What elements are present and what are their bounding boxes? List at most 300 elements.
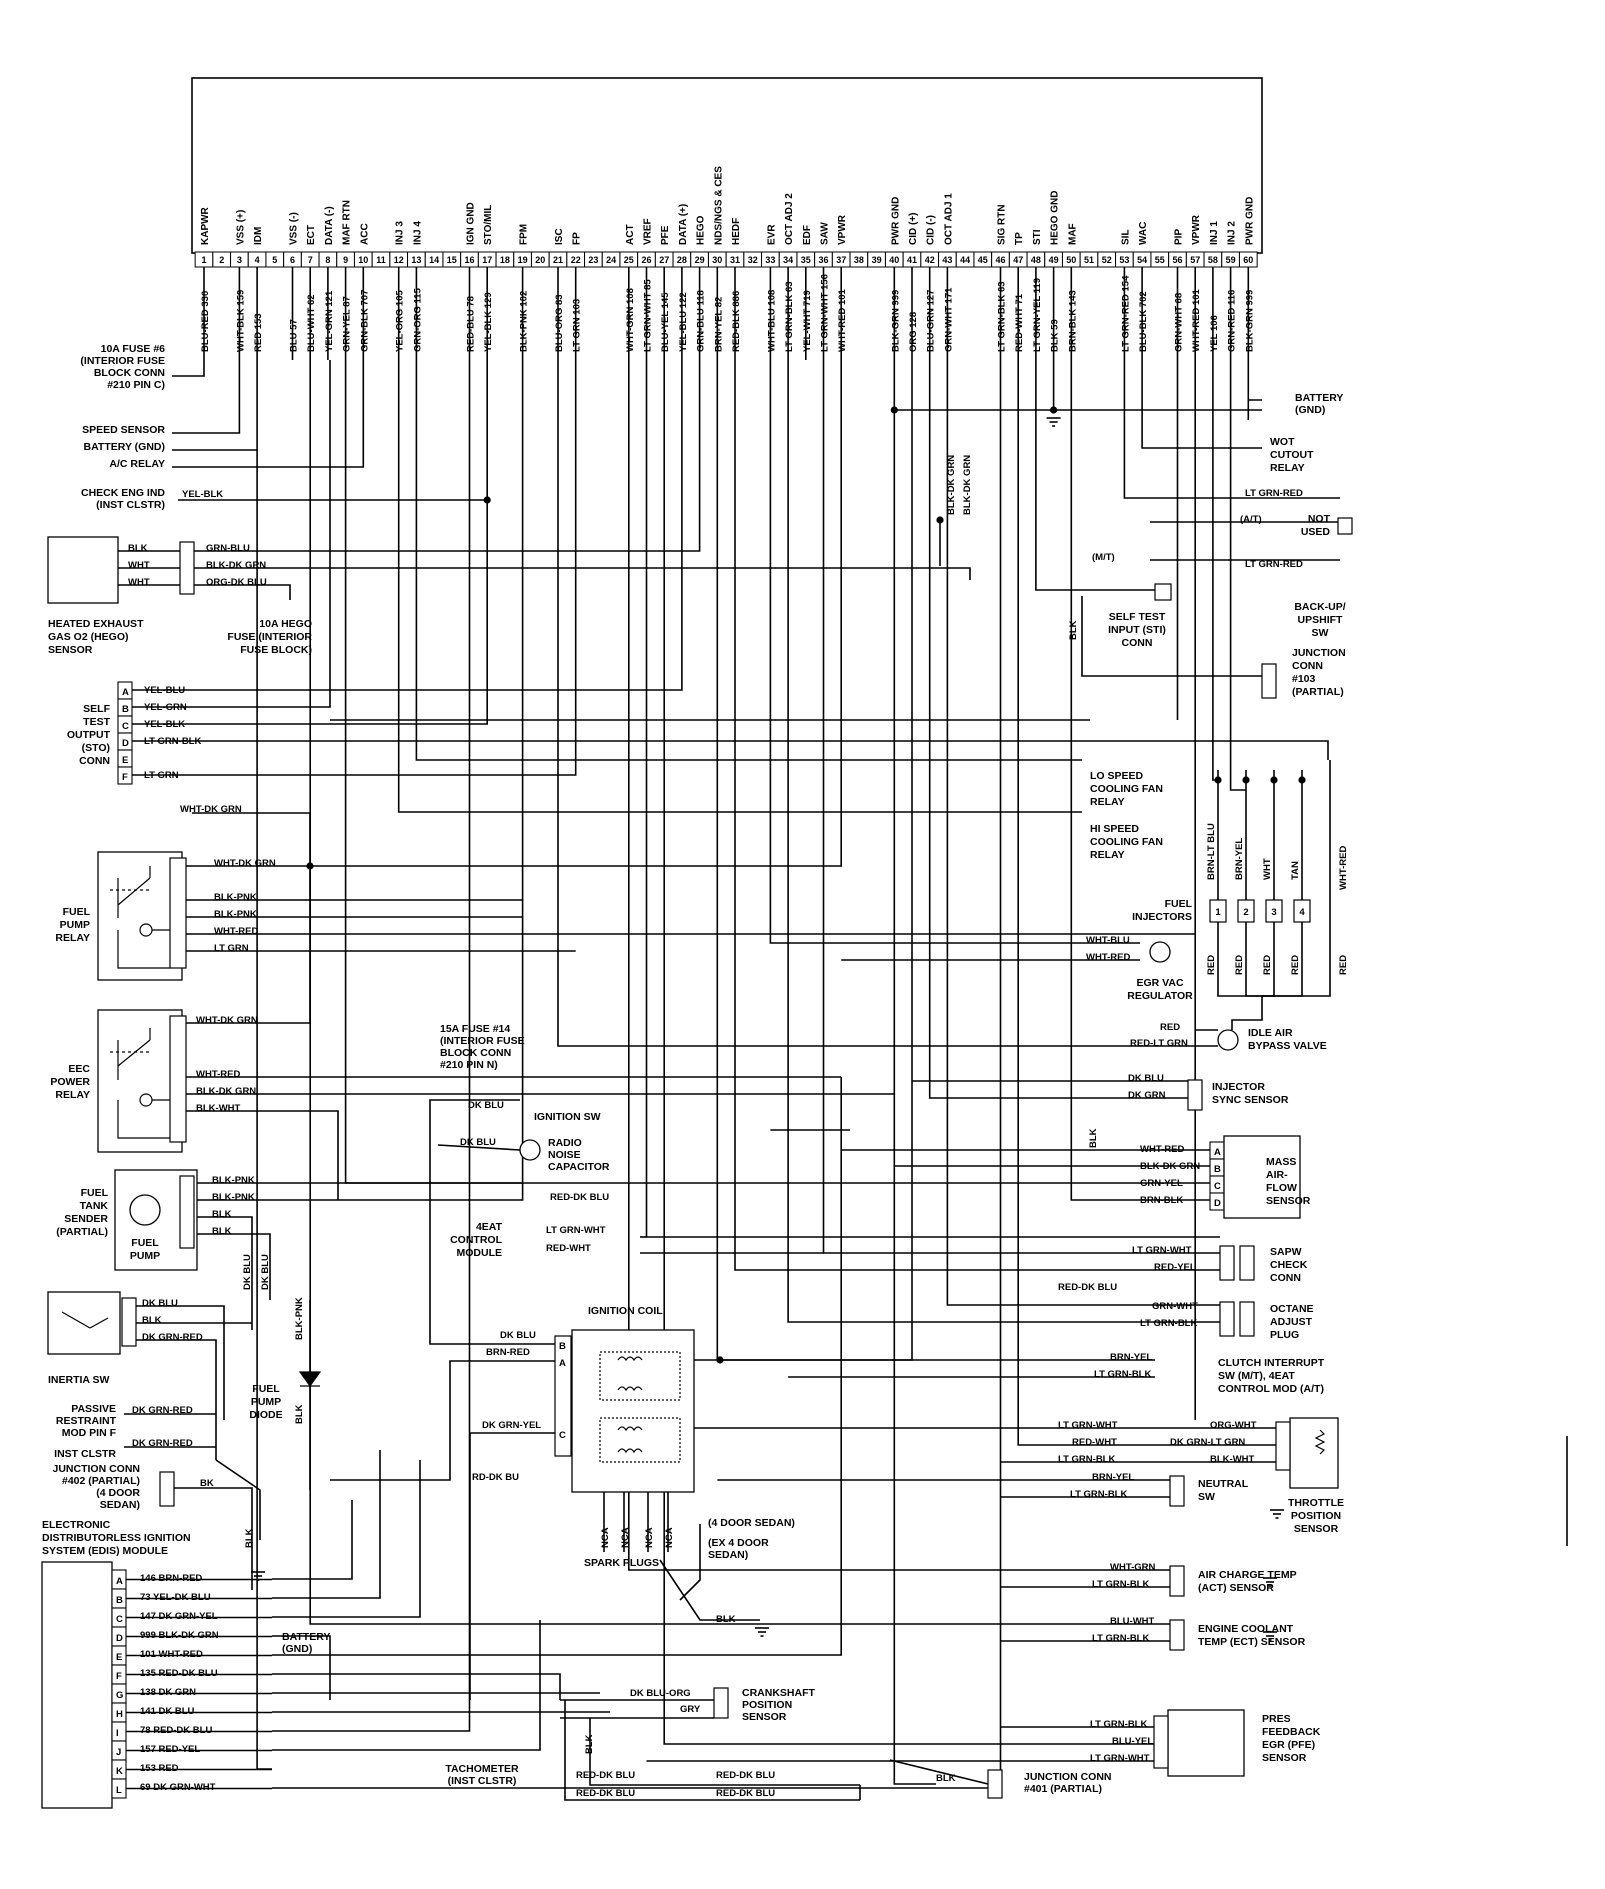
- wire: [1248, 360, 1262, 400]
- check-eng-label: CHECK ENG IND (INST CLSTR): [80, 487, 165, 511]
- wire: [720, 360, 912, 1360]
- wire: [680, 1524, 700, 1600]
- fuse14-label: 15A FUSE #14 (INTERIOR FUSE BLOCK CONN #210 PIN N): [440, 1023, 525, 1071]
- pcm-pin-number: 24: [606, 255, 617, 265]
- red-dk-blu-4: RED-DK BLU: [716, 1788, 776, 1799]
- pcm-pin-name: IDM: [253, 226, 265, 245]
- pcm-pin-name: ACT: [624, 224, 636, 245]
- pcm-pin-wire: RED-BLK 886: [731, 290, 742, 352]
- wire: [310, 360, 1170, 1624]
- pcm-pin-number: 38: [853, 255, 864, 265]
- pcm-pin-wire: BLK 59: [1049, 319, 1061, 352]
- wire: [124, 741, 1328, 760]
- pcm-pin-number: 51: [1083, 255, 1095, 265]
- pcm-pin-wire: GRN-ORG 115: [412, 288, 424, 352]
- pcm-pin-number: 8: [325, 255, 331, 265]
- injector-number: 1: [1215, 907, 1221, 918]
- fuel-injectors: [1206, 823, 1349, 975]
- pcm-pin-number: 40: [889, 255, 900, 265]
- coil-letter-c: C: [559, 1430, 566, 1441]
- injector-wire-label: TAN: [1290, 861, 1301, 880]
- nca-labels: [600, 1527, 675, 1548]
- pcm-pin-name: STI: [1031, 229, 1043, 245]
- edis-wire-label: 135 RED-DK BLU: [140, 1668, 218, 1679]
- eec-relay-label: EEC POWER RELAY: [50, 1063, 90, 1101]
- pcm-pin-name: MAF: [1067, 223, 1079, 245]
- wire: [824, 360, 1221, 1253]
- injector-red-label: RED: [1262, 954, 1273, 975]
- wire: [272, 360, 1001, 1788]
- sto-pin-letter: B: [122, 704, 129, 715]
- inertia-wire-1: DK BLU: [142, 1298, 178, 1309]
- fp-diode-label: FUEL PUMP DIODE: [249, 1383, 283, 1421]
- pcm-pin-wire: LT GRN 103: [571, 298, 583, 352]
- edis-wire-label: 141 DK BLU: [140, 1706, 195, 1717]
- inertia-switch-box: [48, 1292, 120, 1354]
- pcm-pin-number: 45: [977, 255, 988, 265]
- ckp-wire-1: DK BLU-ORG: [630, 1688, 691, 1699]
- nca-label: NCA: [620, 1527, 631, 1548]
- fuel-pump-diode: [300, 1372, 320, 1386]
- maf-pin-letter: B: [1214, 1164, 1221, 1175]
- injector-number: 3: [1271, 907, 1277, 918]
- passive-restraint-label: PASSIVE RESTRAINT MOD PIN F: [55, 1403, 116, 1439]
- ckp-wire-2: GRY: [680, 1704, 701, 1715]
- pcm-pin-wire: BLU-ORG 83: [554, 294, 565, 352]
- sapw-label: SAPW CHECK CONN: [1270, 1246, 1308, 1284]
- pcm-pin-name: VSS (-): [288, 212, 300, 245]
- wire: [186, 360, 523, 900]
- self-test-connector: [1155, 584, 1171, 600]
- tps-sensor-box: [1290, 1418, 1338, 1488]
- tps-label: THROTTLE POSITION SENSOR: [1288, 1497, 1344, 1535]
- pcm-pin-wire: ORG 128: [908, 311, 919, 352]
- pcm-pin-number: 50: [1066, 255, 1077, 265]
- pcm-pin-name: ECT: [306, 225, 318, 245]
- pcm-pin-wire: BLU-YEL 145: [660, 292, 672, 352]
- pcm-pin-wire: BLU 57: [288, 319, 300, 352]
- blk-v-center: BLK: [584, 1734, 595, 1754]
- junction-dot: [1214, 776, 1221, 783]
- nca-label: NCA: [664, 1527, 675, 1548]
- maf-pin-letter: D: [1214, 1198, 1221, 1209]
- pcm-pin-name: FPM: [518, 223, 530, 245]
- wire: [770, 360, 1140, 943]
- edis-wire-label: 101 WHT-RED: [140, 1649, 203, 1660]
- pcm-pin-wire: BLU-GRN 127: [925, 289, 937, 352]
- passive-wire: DK GRN-RED: [132, 1405, 193, 1416]
- maf-wire-label: GRN-YEL: [1140, 1178, 1183, 1189]
- egr-label: EGR VAC REGULATOR: [1127, 977, 1193, 1002]
- pcm-pin-wire: GRN-RED 116: [1226, 289, 1238, 352]
- edis-pin-letter: I: [116, 1728, 119, 1739]
- pcm-pin-number: 11: [376, 255, 386, 265]
- fp-relay-wire-4: WHT-RED: [214, 926, 259, 937]
- tps-left-wire-2: RED-WHT: [1072, 1437, 1117, 1448]
- junction-dot: [1270, 776, 1277, 783]
- edis-pin-letter: C: [116, 1614, 123, 1625]
- sto-wire-label: LT GRN: [144, 770, 179, 781]
- tank-wire-2: BLK-PNK: [212, 1192, 255, 1203]
- injector-red-label: RED: [1234, 954, 1245, 975]
- sto-connector: [118, 682, 201, 784]
- pcm-pin-name: DATA (+): [677, 203, 689, 245]
- clutch-wire-2: LT GRN-BLK: [1094, 1369, 1152, 1380]
- octane-label: OCTANE ADJUST PLUG: [1270, 1303, 1314, 1341]
- maf-wire-label: BRN-BLK: [1140, 1195, 1184, 1206]
- edis-wire-label: 157 RED-YEL: [140, 1744, 201, 1755]
- junction-dot: [936, 516, 943, 523]
- pcm-pin-wire: YEL-WHT 719: [801, 290, 813, 352]
- injectors-label: FUEL INJECTORS: [1132, 898, 1192, 923]
- sapw-connector-mate: [1240, 1246, 1254, 1280]
- wire: [1231, 360, 1246, 790]
- act-sensor-connector: [1170, 1566, 1184, 1596]
- pcm-pin-number: 41: [906, 255, 918, 265]
- sto-pin-letter: E: [122, 755, 129, 766]
- wire: [272, 1674, 560, 1700]
- pcm-pin-wire: LT GRN-YEL 119: [1031, 277, 1043, 352]
- wire: [894, 1300, 936, 1784]
- pcm-pin-number: 23: [588, 255, 599, 265]
- pcm-pin-wire: GRN-WHT 171: [943, 287, 955, 352]
- neutral-wire-2: LT GRN-BLK: [1070, 1489, 1128, 1500]
- pcm-pin-number: 42: [924, 255, 935, 265]
- edis-pin-letter: F: [116, 1671, 122, 1682]
- pcm-pin-number: 58: [1207, 255, 1218, 265]
- pcm-pin-number: 1: [201, 255, 207, 265]
- pcm-pin-wire: BLK-PNK 102: [518, 290, 530, 352]
- hego-connector: [180, 542, 194, 594]
- sapw-wire-1: LT GRN-WHT: [1132, 1245, 1192, 1256]
- pcm-pin-wire: YEL 106: [1208, 315, 1220, 352]
- sync-wire-1: DK BLU: [1128, 1073, 1164, 1084]
- egr-wire-1: WHT-BLU: [1086, 935, 1130, 946]
- fuel-tank-label: FUEL TANK SENDER (PARTIAL): [56, 1187, 108, 1238]
- pcm-pin-number: 46: [995, 255, 1006, 265]
- junction-dot: [1242, 776, 1249, 783]
- pcm-pin-name: PIP: [1173, 228, 1185, 245]
- hego-label: HEATED EXHAUST GAS O2 (HEGO) SENSOR: [48, 618, 144, 656]
- pcm-pin-number: 55: [1154, 255, 1165, 265]
- wire: [186, 360, 841, 866]
- pcm-pin-number: 13: [411, 255, 422, 265]
- wire: [647, 360, 1221, 1237]
- pcm-connector: [192, 78, 1262, 352]
- pcm-pin-wire: BRN-BLK 143: [1067, 290, 1079, 352]
- sto-label: SELF TEST OUTPUT (STO) CONN: [66, 703, 110, 767]
- injector-red-label: RED: [1338, 954, 1349, 975]
- wire: [1124, 360, 1340, 498]
- pcm-pin-number: 59: [1225, 255, 1236, 265]
- maf-pin-letter: A: [1214, 1147, 1221, 1158]
- pcm-pin-number: 22: [570, 255, 581, 265]
- pcm-pin-wire: RED 153: [253, 313, 265, 352]
- fp-relay-wire-2: BLK-PNK: [214, 892, 257, 903]
- wire: [172, 360, 239, 433]
- red-dk-blu-2: RED-DK BLU: [716, 1770, 776, 1781]
- maf-pin-letter: C: [1214, 1181, 1221, 1192]
- pcm-pin-wire: WHT-RED 101: [1191, 289, 1203, 352]
- red-dk-blu-3: RED-DK BLU: [576, 1788, 636, 1799]
- right-section: [946, 392, 1352, 1776]
- pcm-pin-number: 14: [429, 255, 440, 265]
- coil-letter-a: A: [559, 1358, 566, 1369]
- edis-wire-label: 147 DK GRN-YEL: [140, 1611, 218, 1622]
- sto-wire-label: YEL-BLU: [144, 685, 186, 696]
- pcm-pin-name: WAC: [1138, 221, 1150, 245]
- eec-wire-2: WHT-RED: [196, 1069, 241, 1080]
- pcm-pin-number: 60: [1243, 255, 1254, 265]
- sapw-connector: [1220, 1246, 1234, 1280]
- pcm-pin-wire: BLK-GRN 999: [890, 289, 902, 352]
- pcm-pin-name: PWR GND: [1244, 196, 1256, 245]
- pcm-pin-wire: LT GRN-BLK 63: [784, 281, 796, 352]
- pcm-pin-name: EVR: [766, 224, 778, 245]
- fp-relay-top-wire: WHT-DK GRN: [180, 804, 242, 815]
- edis-connector: [112, 1570, 219, 1798]
- pfe-sensor-box: [1168, 1710, 1244, 1776]
- fuel-pump-symbol: [130, 1195, 160, 1225]
- pcm-pin-name: FP: [571, 232, 583, 245]
- edis-battery-label: BATTERY (GND): [282, 1631, 331, 1655]
- maf-wire-label: BLK-DK GRN: [1140, 1161, 1201, 1172]
- pcm-pin-number: 48: [1030, 255, 1041, 265]
- pcm-pin-number: 56: [1172, 255, 1183, 265]
- pcm-pin-number: 32: [747, 255, 758, 265]
- clutch-label: CLUTCH INTERRUPT SW (M/T), 4EAT CONTROL MOD (A/T): [1218, 1357, 1325, 1395]
- hego-wire-2: WHT: [128, 560, 150, 571]
- eec-wire-3: BLK-DK GRN: [196, 1086, 257, 1097]
- maf-connector: [1140, 1142, 1224, 1210]
- blk-dk-grn-v-2: BLK-DK GRN: [962, 454, 973, 515]
- hego-wire-blk-dk-grn: BLK-DK GRN: [206, 560, 267, 571]
- wire: [272, 1450, 380, 1598]
- pcm-pin-wire: WHT-RED 101: [837, 289, 849, 352]
- pcm-pin-wire: WHT-BLU 108: [766, 289, 778, 352]
- clutch-wire-1: BRN-YEL: [1110, 1352, 1153, 1363]
- fuel-pump-label: FUEL PUMP: [129, 1237, 161, 1262]
- lt-grn-red-2: LT GRN-RED: [1245, 559, 1303, 570]
- pcm-pin-number: 34: [783, 255, 794, 265]
- pcm-pin-name: HEGO: [695, 215, 707, 245]
- pcm-pin-number: 4: [254, 255, 260, 265]
- pcm-pin-wire: BLK-GRN 999: [1244, 289, 1256, 352]
- hego-wire-org-dk-blu: ORG-DK BLU: [206, 577, 267, 588]
- pcm-pin-name: INJ 1: [1208, 221, 1220, 245]
- pcm-pin-wire: YEL-BLK 129: [483, 292, 495, 352]
- idle-air-valve-symbol: [1218, 1030, 1238, 1050]
- rd-dk-bu-wire: RD-DK BU: [472, 1472, 519, 1483]
- eec-wire-1: WHT-DK GRN: [196, 1015, 258, 1026]
- pcm-pin-name: IGN GND: [465, 202, 477, 245]
- pfe-label: PRES FEEDBACK EGR (PFE) SENSOR: [1262, 1713, 1321, 1764]
- pcm-pin-number: 26: [641, 255, 652, 265]
- pcm-pin-number: 39: [871, 255, 882, 265]
- pcm-pin-name: TP: [1014, 232, 1026, 245]
- pcm-pin-number: 16: [464, 255, 475, 265]
- mt-label: (M/T): [1092, 552, 1115, 563]
- pcm-pin-number: 21: [552, 255, 564, 265]
- blk-v-right: BLK: [1068, 620, 1079, 640]
- self-test-label: SELF TEST INPUT (STI) CONN: [1108, 611, 1166, 649]
- pcm-pin-number: 18: [499, 255, 510, 265]
- edis-pin-letter: D: [116, 1633, 123, 1644]
- edis-pin-letter: L: [116, 1785, 122, 1796]
- bk-wire: BK: [200, 1478, 214, 1489]
- edis-pin-letter: J: [116, 1747, 122, 1758]
- pcm-pin-number: 15: [446, 255, 457, 265]
- eat-wire-1: LT GRN-WHT: [546, 1225, 606, 1236]
- pcm-pin-number: 49: [1048, 255, 1059, 265]
- injector-red-label: RED: [1290, 954, 1301, 975]
- injector-vpwr-label: WHT-RED: [1338, 845, 1349, 890]
- wire-lines: [118, 267, 1340, 1800]
- neutral-wire-1: BRN-YEL: [1092, 1472, 1135, 1483]
- eec-relay-box: [98, 1010, 182, 1152]
- pcm-pin-number: 27: [659, 255, 670, 265]
- pcm-pin-number: 57: [1190, 255, 1201, 265]
- junction-dot: [484, 496, 491, 503]
- radio-capacitor-symbol: [520, 1140, 540, 1160]
- tps-left-wire-3: LT GRN-BLK: [1058, 1454, 1116, 1465]
- hego-wire-3: WHT: [128, 577, 150, 588]
- tank-wire-4: BLK: [212, 1226, 232, 1237]
- fp-relay-connector: [170, 858, 186, 968]
- junction-dot: [1298, 776, 1305, 783]
- tps-right-wire-2: DK GRN-LT GRN: [1170, 1437, 1246, 1448]
- oct-wire-1: GRN-WHT: [1152, 1301, 1198, 1312]
- inertia-wire-2: BLK: [142, 1315, 162, 1326]
- act-wire-2: LT GRN-BLK: [1092, 1579, 1150, 1590]
- pcm-pin-name: CID (+): [908, 212, 919, 245]
- pcm-pin-number: 10: [358, 255, 369, 265]
- pcm-pin-number: 53: [1119, 255, 1130, 265]
- wire: [1246, 922, 1262, 996]
- ect-wire-2: LT GRN-BLK: [1092, 1633, 1150, 1644]
- jc103-label: JUNCTION CONN #103 (PARTIAL): [1292, 647, 1346, 698]
- edis-module-box: [42, 1562, 112, 1808]
- fp-relay-wire-5: LT GRN: [214, 943, 249, 954]
- coil-wire-brn-red: BRN-RED: [486, 1347, 530, 1358]
- wire: [735, 360, 1220, 1270]
- pfe-wire-2: BLU-YEL: [1112, 1736, 1154, 1747]
- pcm-pin-name: INJ 2: [1226, 221, 1238, 245]
- blk-gnd-wire: BLK: [716, 1614, 736, 1625]
- wire: [1082, 596, 1262, 676]
- ckp-label: CRANKSHAFT POSITION SENSOR: [742, 1687, 815, 1723]
- maf-label: MASS AIR-FLOW SENSOR: [1266, 1156, 1311, 1207]
- pcm-pin-wire: BLU-WHT 62: [306, 294, 318, 352]
- pcm-pin-wire: RED-BLU 78: [465, 296, 477, 352]
- eat-label: 4EAT CONTROL MODULE: [450, 1221, 502, 1259]
- sync-label: INJECTOR SYNC SENSOR: [1212, 1081, 1289, 1106]
- fuel-tank-connector: [180, 1176, 194, 1248]
- pcm-pin-number: 30: [712, 255, 723, 265]
- junction-dot: [891, 406, 898, 413]
- hego-sensor-box: [48, 537, 118, 603]
- coil-letter-b: B: [559, 1341, 566, 1352]
- pcm-pin-number: 17: [482, 255, 493, 265]
- pcm-pin-name: HEDF: [731, 217, 742, 245]
- pcm-pin-number: 6: [289, 255, 296, 265]
- pfe-wire-1: LT GRN-BLK: [1090, 1719, 1148, 1730]
- pcm-pin-wire: BLU-BLK 702: [1138, 291, 1150, 352]
- pcm-pin-wire: RED-WHT 71: [1014, 293, 1026, 352]
- blk-dk-grn-v-1: BLK-DK GRN: [946, 454, 957, 515]
- maf-wire-label: WHT-RED: [1140, 1144, 1185, 1155]
- pcm-pin-wire: GRN-YEL 87: [341, 296, 353, 352]
- pcm-pin-wire: LT GRN-BLK 63: [996, 281, 1008, 352]
- pcm-pin-name: HEGO GND: [1049, 190, 1061, 245]
- edis-wire-label: 73 YEL-DK BLU: [140, 1592, 211, 1603]
- pcm-pin-name: PFE: [660, 225, 672, 245]
- sto-pin-letter: C: [122, 721, 129, 732]
- wire: [416, 360, 1082, 760]
- pcm-pin-name: EDF: [801, 225, 813, 245]
- egr-wire-2: WHT-RED: [1086, 952, 1131, 963]
- pcm-pin-wire: YEL-GRN 121: [323, 290, 335, 352]
- edis-wire-label: 69 DK GRN-WHT: [140, 1782, 216, 1793]
- junction-dot: [716, 1356, 723, 1363]
- wire: [629, 360, 1170, 1570]
- pcm-pin-number: 19: [517, 255, 528, 265]
- ignition-coil-label: IGNITION COIL: [588, 1305, 663, 1317]
- wire: [178, 360, 487, 500]
- left-section: [42, 343, 330, 1808]
- pcm-pin-number: 2: [219, 255, 225, 265]
- tank-wire-1: BLK-PNK: [212, 1175, 255, 1186]
- injector-wire-label: WHT: [1262, 858, 1273, 880]
- injector-wire-label: BRN-LT BLU: [1206, 823, 1217, 880]
- pcm-pin-wire: BLU-RED 330: [200, 290, 211, 352]
- injector-number: 2: [1243, 907, 1249, 918]
- pcm-pin-name: MAF RTN: [341, 200, 353, 245]
- sto-wire-label: LT GRN-BLK: [144, 736, 202, 747]
- neutral-sw-connector: [1170, 1476, 1184, 1506]
- ckp-connector: [714, 1688, 728, 1718]
- pcm-pin-number: 12: [393, 255, 404, 265]
- wire: [1232, 996, 1262, 1030]
- pcm-pin-name: SIL: [1120, 229, 1132, 245]
- ex-sedan-label: (EX 4 DOOR SEDAN): [708, 1537, 769, 1561]
- pfe-connector: [1154, 1716, 1168, 1768]
- jc401-connector: [988, 1770, 1002, 1798]
- sedan-4-door-label: (4 DOOR SEDAN): [708, 1517, 795, 1529]
- tps-left-wire-1: LT GRN-WHT: [1058, 1420, 1118, 1431]
- at-label: (A/T): [1240, 514, 1262, 525]
- edis-wire-label: 999 BLK-DK GRN: [140, 1630, 219, 1641]
- pcm-pin-number: 9: [343, 255, 349, 265]
- edis-wire-label: 78 RED-DK BLU: [140, 1725, 213, 1736]
- wire: [660, 1560, 760, 1620]
- pcm-pin-number: 29: [694, 255, 705, 265]
- tank-wire-3: BLK: [212, 1209, 232, 1220]
- wire: [124, 360, 682, 690]
- blk-v-right-2: BLK: [1088, 1128, 1099, 1148]
- radio-label: RADIO NOISE CAPACITOR: [548, 1137, 610, 1173]
- edis-pin-letter: G: [116, 1690, 124, 1701]
- pcm-pin-name: ACC: [359, 223, 371, 245]
- tps-connector: [1276, 1422, 1290, 1470]
- wire: [186, 360, 1195, 934]
- pcm-pin-name: STO/MIL: [483, 204, 495, 245]
- sto-pin-letter: F: [122, 772, 128, 783]
- inertia-wire-3: DK GRN-RED: [142, 1332, 203, 1343]
- red-dk-blu-1: RED-DK BLU: [576, 1770, 636, 1781]
- jc103-connector: [1262, 664, 1276, 698]
- sync-wire-2: DK GRN: [1128, 1090, 1166, 1101]
